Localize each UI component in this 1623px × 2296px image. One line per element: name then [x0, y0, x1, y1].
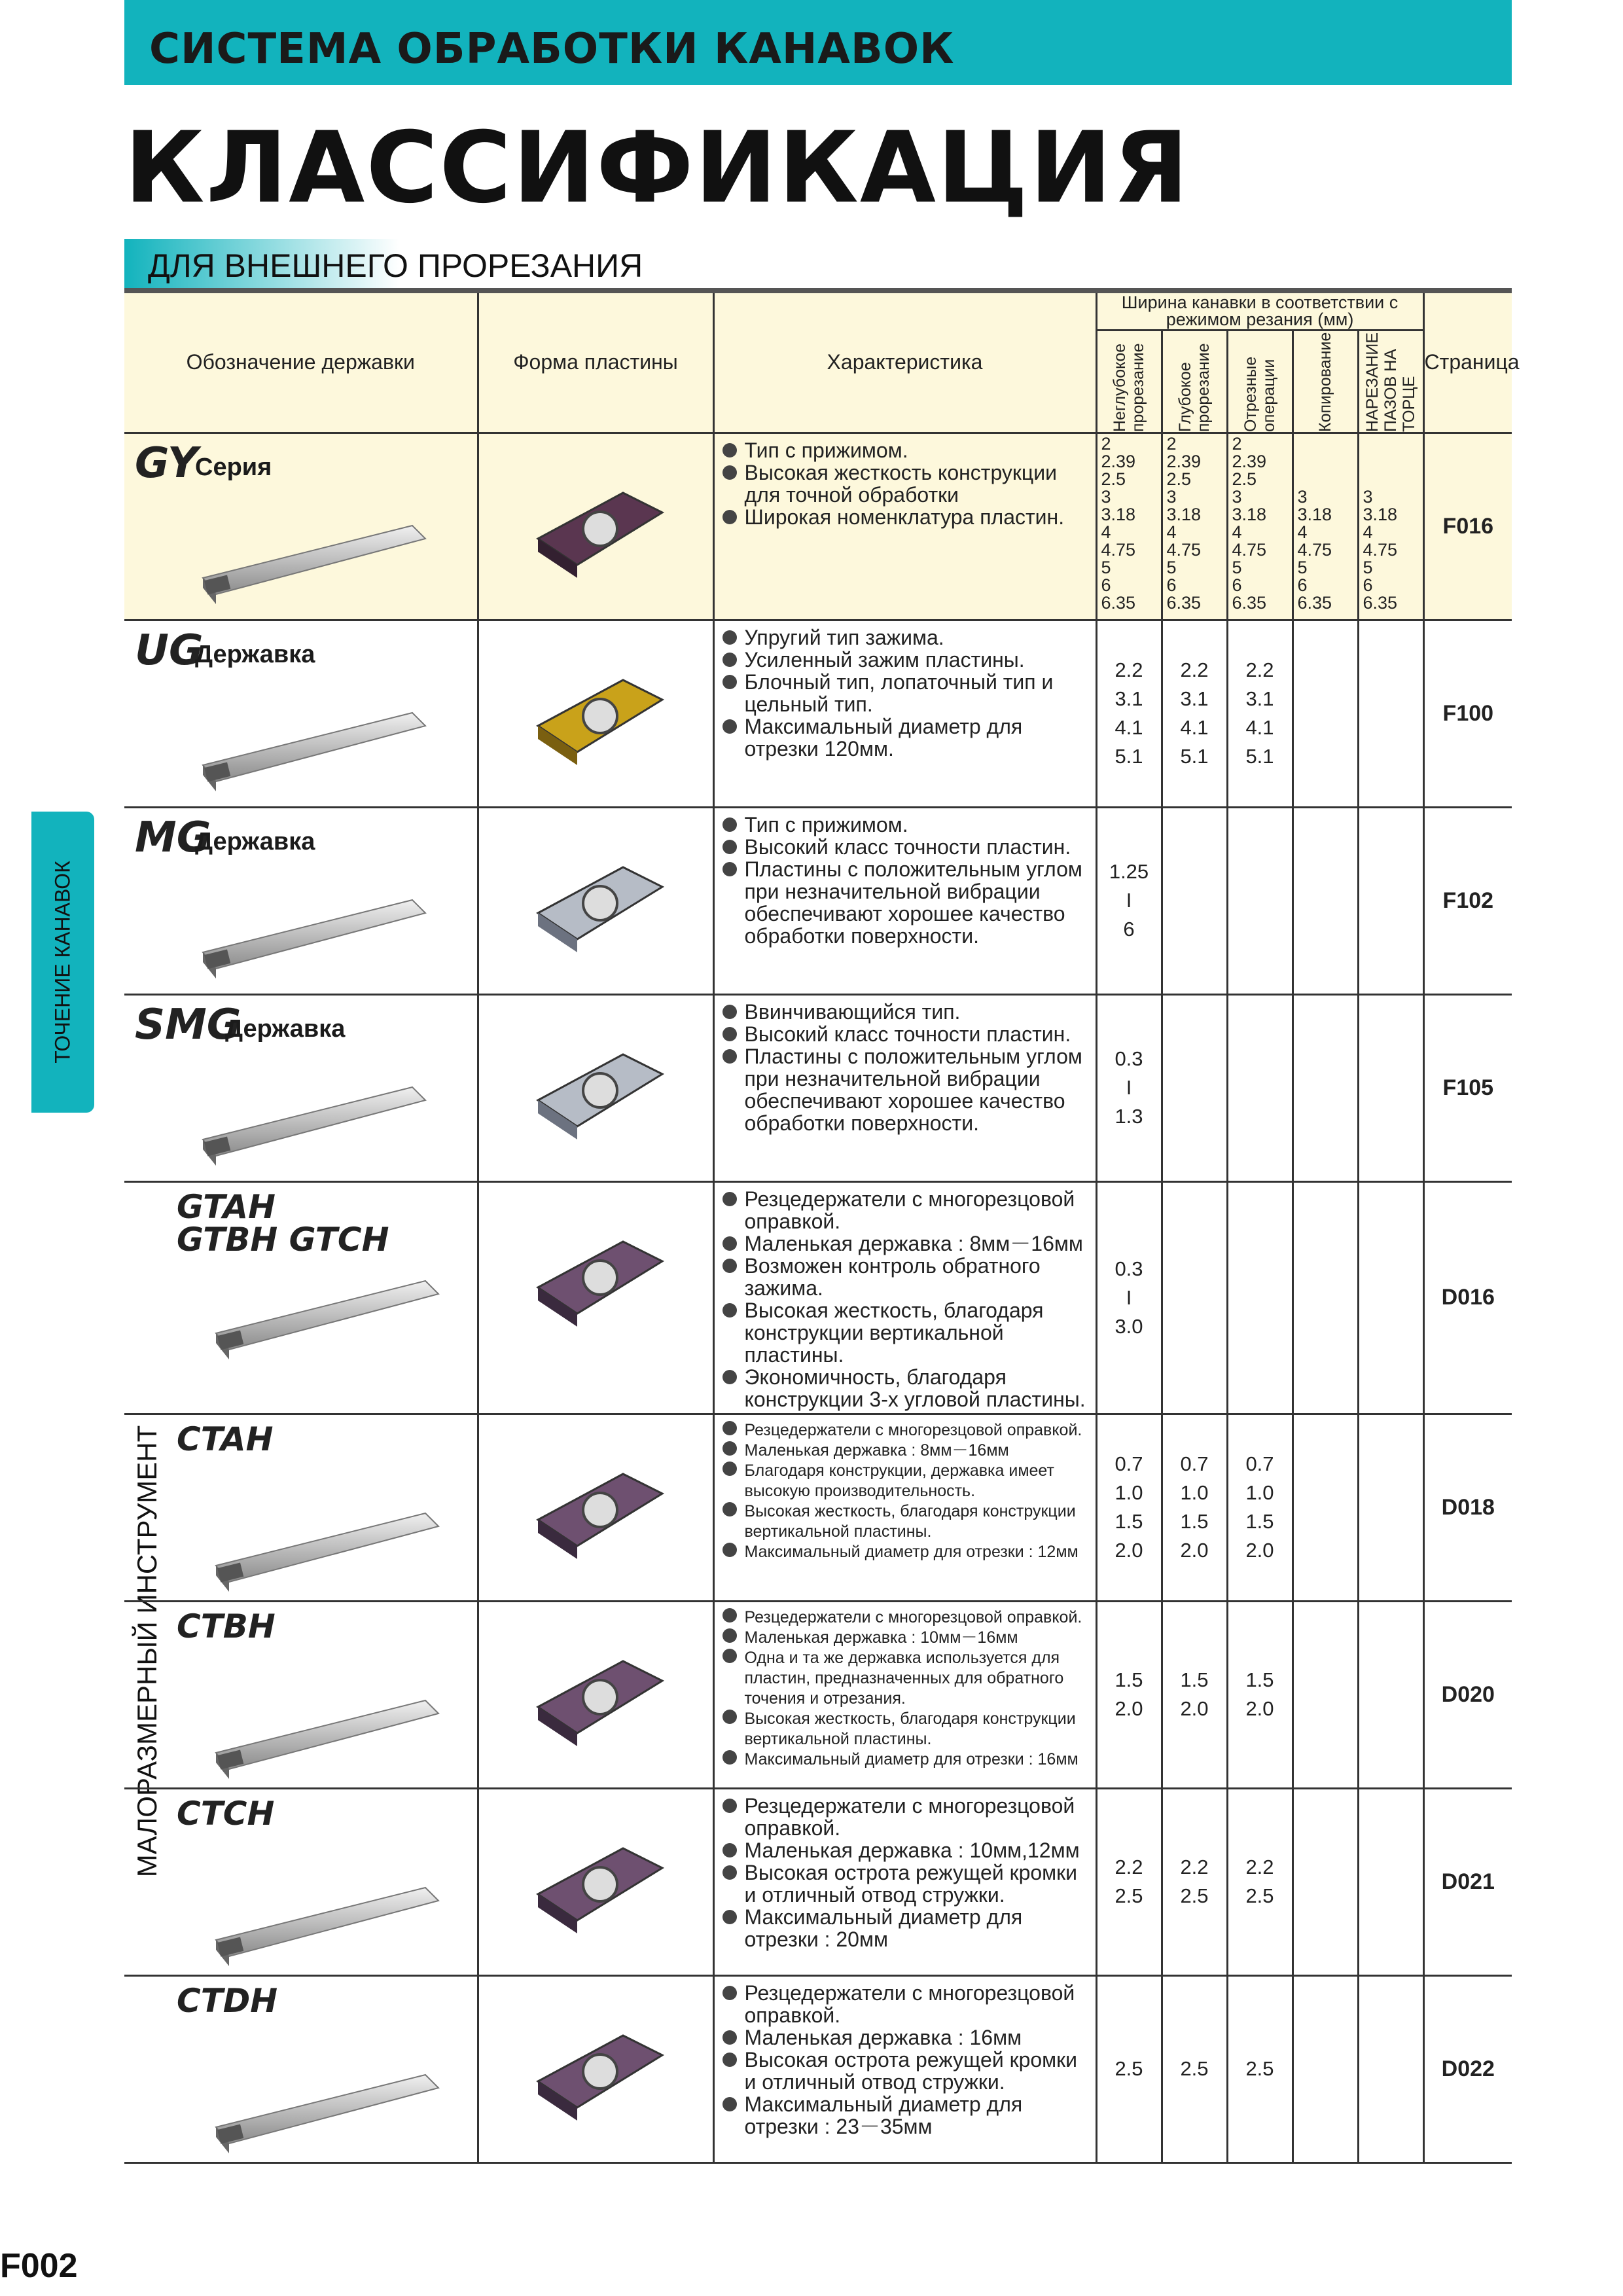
- width-deep: [1162, 807, 1227, 994]
- feature-item: Тип с прижимом.: [722, 814, 1092, 836]
- insert-cell: [478, 1601, 713, 1788]
- feature-item: Возможен контроль обратного зажима.: [722, 1255, 1092, 1299]
- holder-cell: [124, 1788, 478, 1975]
- insert-image: [512, 647, 713, 778]
- header-cutoff: Отрезные операции: [1227, 330, 1293, 433]
- page-number: F002: [0, 2247, 78, 2285]
- insert-image: [512, 1022, 713, 1153]
- table-row: [124, 807, 1512, 994]
- holder-name-line: SMG: [135, 1000, 241, 1049]
- width-deep: 0.7 1.0 1.5 2.0: [1162, 1414, 1227, 1601]
- side-group-label: МАЛОРАЗМЕРНЫЙ ИНСТРУМЕНТ: [132, 1425, 162, 1877]
- subtitle-bar: [124, 239, 643, 288]
- width-cutoff: 1.5 2.0: [1227, 1601, 1293, 1788]
- holder-cell: [124, 620, 478, 807]
- feature-item: Блочный тип, лопаточный тип и цельный тип.: [722, 671, 1092, 715]
- feature-item: Пластины с положительным углом при незначительной вибрации обеспечивают хорошее качество обработки поверхности.: [722, 1045, 1092, 1134]
- table-row: [124, 1975, 1512, 2162]
- page-ref[interactable]: F016: [1423, 433, 1512, 620]
- feature-cell: [713, 1788, 1096, 1975]
- width-copy: [1293, 994, 1358, 1181]
- holder-cell: [124, 1414, 478, 1601]
- width-copy: [1293, 1181, 1358, 1414]
- feature-item: Благодаря конструкции, державка имеет высокую производительность.: [722, 1461, 1092, 1501]
- holder-name-line: MG: [135, 813, 211, 862]
- width-cutoff: 2.2 2.5: [1227, 1788, 1293, 1975]
- holder-suffix: Державка: [195, 827, 315, 855]
- holder-cell: [124, 1601, 478, 1788]
- width-deep: [1162, 1181, 1227, 1414]
- feature-item: Резцедержатели с многорезцовой оправкой.: [722, 1188, 1092, 1232]
- insert-cell: [478, 807, 713, 994]
- section-header-bar: [124, 0, 1512, 85]
- feature-item: Максимальный диаметр для отрезки : 12мм: [722, 1542, 1092, 1562]
- table-row: [124, 994, 1512, 1181]
- insert-cell: [478, 433, 713, 620]
- width-shallow: 2.2 3.1 4.1 5.1: [1096, 620, 1162, 807]
- holder-image: [203, 1655, 452, 1785]
- holder-cell: [124, 807, 478, 994]
- feature-item: Маленькая державка : 8мм－16мм: [722, 1441, 1092, 1461]
- holder-cell: [124, 1975, 478, 2162]
- holder-image: [203, 1235, 452, 1366]
- width-copy: 3 3.18 4 4.75 5 6 6.35: [1293, 433, 1358, 620]
- feature-item: Высокая жесткость, благодаря конструкции вертикальной пластины.: [722, 1709, 1092, 1749]
- feature-item: Максимальный диаметр для отрезки : 16мм: [722, 1749, 1092, 1770]
- holder-image: [203, 2029, 452, 2160]
- feature-cell: [713, 1975, 1096, 2162]
- width-shallow: 1.25 I 6: [1096, 807, 1162, 994]
- holder-image: [203, 1467, 452, 1598]
- width-cutoff: [1227, 807, 1293, 994]
- feature-item: Высокий класс точности пластин.: [722, 1023, 1092, 1045]
- feature-item: Тип с прижимом.: [722, 439, 1092, 461]
- header-insert: Форма пластины: [478, 293, 713, 433]
- table-row: [124, 433, 1512, 620]
- width-face: [1358, 1181, 1423, 1414]
- insert-image: [512, 1628, 713, 1759]
- holder-name-line: CTBH: [177, 1607, 276, 1645]
- insert-cell: [478, 994, 713, 1181]
- page-ref[interactable]: F105: [1423, 994, 1512, 1181]
- width-shallow: 0.3 I 1.3: [1096, 994, 1162, 1181]
- width-deep: 1.5 2.0: [1162, 1601, 1227, 1788]
- table-row: [124, 1414, 1512, 1601]
- width-face: 3 3.18 4 4.75 5 6 6.35: [1358, 433, 1423, 620]
- width-face: [1358, 620, 1423, 807]
- width-shallow: 2 2.39 2.5 3 3.18 4 4.75 5 6 6.35: [1096, 433, 1162, 620]
- feature-item: Резцедержатели с многорезцовой оправкой.: [722, 1795, 1092, 1839]
- subtitle: ДЛЯ ВНЕШНЕГО ПРОРЕЗАНИЯ: [148, 247, 643, 284]
- feature-item: Маленькая державка : 10мм,12мм: [722, 1839, 1092, 1861]
- width-copy: [1293, 1601, 1358, 1788]
- table-row: [124, 1788, 1512, 1975]
- holder-suffix: Серия: [195, 453, 272, 481]
- feature-item: Высокий класс точности пластин.: [722, 836, 1092, 858]
- feature-item: Максимальный диаметр для отрезки 120мм.: [722, 715, 1092, 760]
- holder-name-line: GTBH GTCH: [177, 1220, 389, 1259]
- width-copy: [1293, 1414, 1358, 1601]
- insert-image: [512, 1816, 713, 1946]
- width-cutoff: 2 2.39 2.5 3 3.18 4 4.75 5 6 6.35: [1227, 433, 1293, 620]
- width-cutoff: 2.2 3.1 4.1 5.1: [1227, 620, 1293, 807]
- feature-item: Высокая острота режущей кромки и отличный отвод стружки.: [722, 1861, 1092, 1906]
- feature-cell: [713, 807, 1096, 994]
- feature-item: Резцедержатели с многорезцовой оправкой.: [722, 1982, 1092, 2026]
- width-copy: [1293, 1788, 1358, 1975]
- width-shallow: 0.7 1.0 1.5 2.0: [1096, 1414, 1162, 1601]
- table-row: [124, 1601, 1512, 1788]
- header-face: НАРЕЗАНИЕ ПАЗОВ НА ТОРЦЕ: [1358, 330, 1423, 433]
- insert-cell: [478, 1975, 713, 2162]
- holder-image: [190, 667, 438, 798]
- width-shallow: 1.5 2.0: [1096, 1601, 1162, 1788]
- width-face: [1358, 1975, 1423, 2162]
- feature-item: Экономичность, благодаря конструкции 3-х угловой пластины.: [722, 1366, 1092, 1410]
- header-deep: Глубокое прорезание: [1162, 330, 1227, 433]
- feature-item: Упругий тип зажима.: [722, 626, 1092, 649]
- page-ref[interactable]: F100: [1423, 620, 1512, 807]
- feature-item: Пластины с положительным углом при незначительной вибрации обеспечивают хорошее качество обработки поверхности.: [722, 858, 1092, 947]
- holder-cell: [124, 1181, 478, 1414]
- width-face: [1358, 1601, 1423, 1788]
- insert-cell: [478, 620, 713, 807]
- holder-cell: [124, 994, 478, 1181]
- feature-item: Высокая жесткость, благодаря конструкции вертикальной пластины.: [722, 1501, 1092, 1542]
- holder-image: [190, 854, 438, 985]
- page-title: КЛАССИФИКАЦИЯ: [124, 111, 1190, 225]
- page-ref[interactable]: D020: [1423, 1601, 1512, 1788]
- classification-table: [124, 293, 1520, 2164]
- width-face: [1358, 1788, 1423, 1975]
- header-feature: Характеристика: [713, 293, 1096, 433]
- width-cutoff: 2.5: [1227, 1975, 1293, 2162]
- feature-item: Высокая острота режущей кромки и отличный отвод стружки.: [722, 2049, 1092, 2093]
- feature-cell: [713, 994, 1096, 1181]
- holder-image: [203, 1842, 452, 1973]
- width-copy: [1293, 807, 1358, 994]
- feature-item: Маленькая державка : 16мм: [722, 2026, 1092, 2049]
- holder-name-line: GY: [135, 439, 198, 488]
- feature-item: Резцедержатели с многорезцовой оправкой.: [722, 1607, 1092, 1628]
- insert-image: [512, 460, 713, 591]
- width-shallow: 2.5: [1096, 1975, 1162, 2162]
- feature-item: Резцедержатели с многорезцовой оправкой.: [722, 1420, 1092, 1441]
- feature-item: Широкая номенклатура пластин.: [722, 506, 1092, 528]
- table-row: [124, 620, 1512, 807]
- width-cutoff: [1227, 1181, 1293, 1414]
- width-deep: [1162, 994, 1227, 1181]
- width-deep: 2.2 2.5: [1162, 1788, 1227, 1975]
- width-cutoff: [1227, 994, 1293, 1181]
- holder-name-line: CTAH: [177, 1420, 274, 1458]
- side-tab[interactable]: [31, 812, 94, 1113]
- feature-item: Одна и та же державка используется для пластин, предназначенных для обратного точения и отрезания.: [722, 1648, 1092, 1709]
- feature-cell: [713, 1181, 1096, 1414]
- section-header-title: СИСТЕМА ОБРАБОТКИ КАНАВОК: [149, 25, 955, 73]
- page-ref[interactable]: D018: [1423, 1414, 1512, 1601]
- feature-cell: [713, 620, 1096, 807]
- feature-cell: [713, 1601, 1096, 1788]
- header-width: Ширина канавки в соответствии с режимом резания (мм): [1096, 293, 1423, 330]
- header-holder: Обозначение державки: [124, 293, 478, 433]
- header-page: Страница: [1423, 293, 1512, 433]
- feature-item: Ввинчивающийся тип.: [722, 1001, 1092, 1023]
- holder-name-line: CTCH: [177, 1794, 275, 1833]
- insert-image: [512, 1209, 713, 1340]
- side-tab-label: ТОЧЕНИЕ КАНАВОК: [50, 861, 75, 1064]
- width-cutoff: 0.7 1.0 1.5 2.0: [1227, 1414, 1293, 1601]
- width-face: [1358, 807, 1423, 994]
- holder-name-line: UG: [135, 626, 204, 675]
- insert-image: [512, 1441, 713, 1572]
- holder-name-line: CTDH: [177, 1981, 278, 2020]
- width-copy: [1293, 620, 1358, 807]
- holder-image: [190, 480, 438, 611]
- page-ref[interactable]: D022: [1423, 1975, 1512, 2162]
- width-deep: 2.5: [1162, 1975, 1227, 2162]
- width-shallow: 2.2 2.5: [1096, 1788, 1162, 1975]
- feature-item: Усиленный зажим пластины.: [722, 649, 1092, 671]
- insert-image: [512, 834, 713, 965]
- holder-name-line: GTAH: [177, 1187, 276, 1226]
- feature-item: Маленькая державка : 8мм－16мм: [722, 1232, 1092, 1255]
- insert-cell: [478, 1414, 713, 1601]
- insert-cell: [478, 1181, 713, 1414]
- page-ref[interactable]: D021: [1423, 1788, 1512, 1975]
- insert-cell: [478, 1788, 713, 1975]
- holder-cell: [124, 433, 478, 620]
- width-copy: [1293, 1975, 1358, 2162]
- feature-item: Максимальный диаметр для отрезки : 20мм: [722, 1906, 1092, 1950]
- holder-suffix: Державка: [225, 1014, 346, 1043]
- feature-cell: [713, 433, 1096, 620]
- width-face: [1358, 994, 1423, 1181]
- feature-cell: [713, 1414, 1096, 1601]
- holder-image: [190, 1041, 438, 1172]
- width-shallow: 0.3 I 3.0: [1096, 1181, 1162, 1414]
- feature-item: Высокая жесткость конструкции для точной обработки: [722, 461, 1092, 506]
- header-copy: Копирование: [1293, 330, 1358, 433]
- feature-item: Максимальный диаметр для отрезки : 23－35мм: [722, 2093, 1092, 2138]
- page-ref[interactable]: D016: [1423, 1181, 1512, 1414]
- insert-image: [512, 2003, 713, 2134]
- feature-item: Маленькая державка : 10мм－16мм: [722, 1628, 1092, 1648]
- feature-item: Высокая жесткость, благодаря конструкции вертикальной пластины.: [722, 1299, 1092, 1366]
- header-shallow: Неглубокое прорезание: [1096, 330, 1162, 433]
- table-row: [124, 1181, 1512, 1414]
- width-face: [1358, 1414, 1423, 1601]
- width-deep: 2 2.39 2.5 3 3.18 4 4.75 5 6 6.35: [1162, 433, 1227, 620]
- holder-suffix: Державка: [195, 640, 315, 668]
- page-ref[interactable]: F102: [1423, 807, 1512, 994]
- width-deep: 2.2 3.1 4.1 5.1: [1162, 620, 1227, 807]
